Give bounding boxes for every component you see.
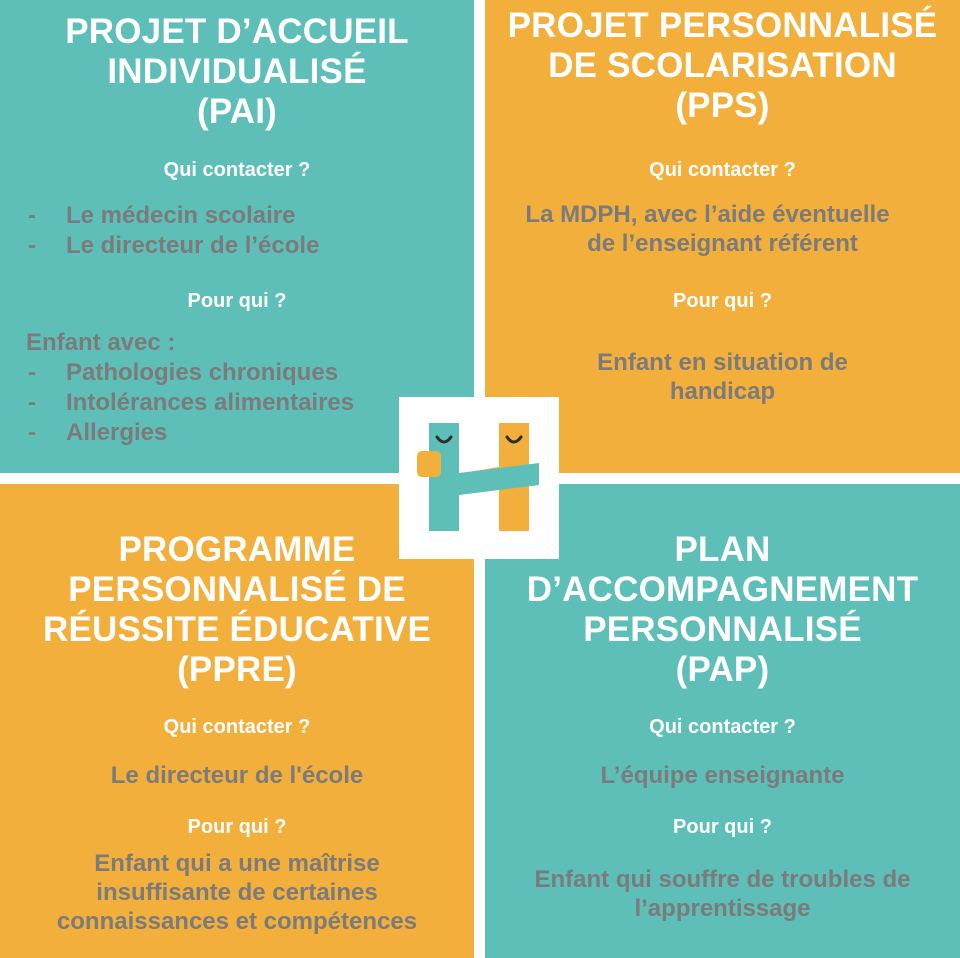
list-item: - Le directeur de l’école: [26, 231, 319, 261]
list-item: - Le médecin scolaire: [26, 201, 319, 231]
h-hug-logo-icon: [399, 397, 559, 559]
pai-title: PROJET D’ACCUEIL INDIVIDUALISÉ (PAI): [65, 12, 409, 131]
ppre-for-whom: Enfant qui a une maîtrise insuffisante de certaines connaissances et compétences: [56, 850, 418, 935]
pps-for-whom: Enfant en situation de handicap: [597, 349, 848, 405]
ppre-contact-label: Qui contacter ?: [163, 716, 311, 738]
pai-for-whom-label: Pour qui ?: [187, 290, 287, 312]
pai-for-whom-list: [26, 358, 354, 448]
pai-contact-label: Qui contacter ?: [163, 159, 311, 181]
pps-contact-label: Qui contacter ?: [649, 159, 796, 181]
list-item: - Allergies: [26, 418, 354, 448]
list-item: - Pathologies chroniques: [26, 358, 354, 388]
logo: [399, 397, 559, 559]
pps-for-whom-label: Pour qui ?: [673, 290, 772, 312]
pap-for-whom-label: Pour qui ?: [673, 816, 772, 838]
pap-contact: L’équipe enseignante: [600, 762, 845, 789]
pap-contact-label: Qui contacter ?: [649, 716, 796, 738]
ppre-for-whom-label: Pour qui ?: [187, 816, 287, 838]
pps-contact: La MDPH, avec l’aide éventuelle de l’enseignant référent: [525, 201, 890, 257]
ppre-title: PROGRAMME PERSONNALISÉ DE RÉUSSITE ÉDUCATIVE (PPRE): [42, 530, 431, 689]
pai-for-whom-intro: Enfant avec :: [26, 329, 176, 356]
ppre-contact: Le directeur de l'école: [110, 762, 364, 789]
pap-for-whom: Enfant qui souffre de troubles de l’apprentissage: [534, 866, 911, 922]
list-item: - Intolérances alimentaires: [26, 388, 354, 418]
pap-title: PLAN D’ACCOMPAGNEMENT PERSONNALISÉ (PAP): [526, 530, 919, 689]
pps-title: PROJET PERSONNALISÉ DE SCOLARISATION (PPS): [507, 6, 938, 125]
pai-contact-list: [26, 201, 319, 261]
